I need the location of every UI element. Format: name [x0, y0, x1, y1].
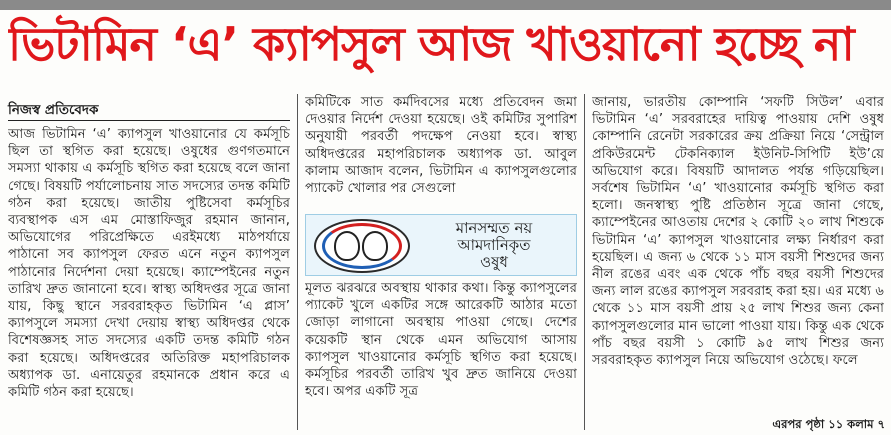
inset-caption	[416, 220, 572, 272]
column-1-text: আজ ভিটামিন ‘এ’ ক্যাপসুল খাওয়ানোর যে কর্মসূচি ছিল তা স্থগিত করা হয়েছে। ওষুধের গুণগতমানে সমস্যা থাকায় এ কর্মসূচি স্থগিত করা হয়েছে বলে জানা গেছে। বিষয়টি পর্যালোচনায় সাত সদস্যের তদন্ত কমিটি গঠন করা হয়েছে। জাতীয় পুষ্টিসেবা কর্মসূচির ব্যবস্থাপক এস এম মোস্তাফিজুর রহমান জানান, অভিযোগের পরিপ্রেক্ষিতে এরইমধ্যে মাঠপর্যায়ে পাঠানো সব ক্যাপসুল ফেরত এনে নতুন ক্যাপসুল পাঠানোর নির্দেশনা দেয়া হয়েছে। ক্যাম্পেইনের নতুন তারিখ দ্রুত জানানো হবে। স্বাস্থ্য অধিদপ্তর সূত্রে জানা যায়, কিছু স্থানে সরবরাহকৃত ভিটামিন ‘এ প্লাস’ ক্যাপসুলে সমস্যা দেখা দেয়ায় স্বাস্থ্য অধিদপ্তর থেকে বিশেষজ্ঞসহ সাত সদস্যের একটি তদন্ত কমিটি গঠন করা হয়েছে। অধিদপ্তরের অতিরিক্ত মহাপরিচালক অধ্যাপক ডা. এনায়েতুর রহমানকে প্রধান করে এ কমিটি গঠন করা হয়েছে।	[8, 127, 290, 401]
column-2-bottom-text: মূলত ঝরঝরে অবস্থায় থাকার কথা। কিন্তু ক্যাপসুলের প্যাকেট খুলে একটির সঙ্গে আরেকটি আঠার মতো জোড়া লাগানো অবস্থায় পাওয়া গেছে। দেশের কয়েকটি স্থান থেকে এমন অভিযোগ আসায় ক্যাপসুল খাওয়ানোর কর্মসূচি স্থগিত করা হয়েছে। কর্মসূচির পরবর্তী তারিখ খুব দ্রুত জানিয়ে দেওয়া হবে। অপর একটি সূত্র	[305, 281, 577, 400]
headline: ভিটামিন ‘এ’ ক্যাপসুল আজ খাওয়ানো হচ্ছে না	[8, 17, 854, 71]
inset-box	[305, 214, 577, 276]
column-divider-1	[297, 94, 298, 430]
continued-on-page: এরপর পৃষ্ঠা ১১ কলাম ৭	[772, 417, 885, 431]
child-face-icon	[362, 231, 388, 261]
article-column-3	[592, 94, 884, 394]
article-column-2-top	[305, 94, 577, 214]
child-face-icon	[334, 231, 360, 261]
top-rule	[0, 0, 891, 10]
column-2-top-text: কমিটিকে সাত কর্মদিবসের মধ্যে প্রতিবেদন জমা দেওয়ার নির্দেশ দেওয়া হয়েছে। ওই কমিটির সুপারিশ অনুযায়ী পরবর্তী পদক্ষেপ নেওয়া হবে। স্বাস্থ্য অধিদপ্তরের মহাপরিচালক অধ্যাপক ডা. আবুল কালাম আজাদ বলেন, ভিটামিন এ ক্যাপসুলগুলোর প্যাকেট খোলার পর সেগুলো	[305, 95, 577, 197]
inset-line-3: ওষুধ	[480, 253, 508, 271]
article-column-2-bottom	[305, 280, 577, 432]
column-3-text: জানায়, ভারতীয় কোম্পানি ‘সফটি সিউল’ এবার ভিটামিন ‘এ’ সরবরাহের দায়িত্ব পাওয়ায় দেশি ওষুধ কোম্পানি রেনেটা সরকারের ক্রয় প্রক্রিয়া নিয়ে ‘সেন্ট্রাল প্রকিউরমেন্ট টেকনিক্যাল ইউনিট-সিপিটি ইউ’য়ে অভিযোগ করে। বিষয়টি আদালত পর্যন্ত গড়িয়েছিল। সর্বশেষ ভিটামিন ‘এ’ খাওয়ানোর কর্মসূচি স্থগিত করা হলো। জনস্বাস্থ্য পুষ্টি প্রতিষ্ঠান সূত্রে জানা গেছে, ক্যাম্পেইনের আওতায় দেশের ২ কোটি ২০ লাখ শিশুকে ভিটামিন ‘এ’ ক্যাপসুল খাওয়ানোর লক্ষ্য নির্ধারণ করা হয়েছিল। এ জন্য ৬ থেকে ১১ মাস বয়সী শিশুদের জন্য নীল রঙের এবং এক থেকে পাঁচ বছর বয়সী শিশুদের জন্য লাল রঙের ক্যাপসুল সরবরাহ করা হয়। এর মধ্যে ৬ থেকে ১১ মাস বয়সী প্রায় ২৫ লাখ শিশুর জন্য কেনা ক্যাপসুলগুলোর মান ভালো পাওয়া যায়। কিন্তু এক থেকে পাঁচ বছর বয়সী ১ কোটি ৯৫ লাখ শিশুর জন্য সরবরাহকৃত ক্যাপসুল নিয়ে অভিযোগ ওঠেছে। ফলে	[592, 95, 884, 369]
column-divider-2	[584, 94, 585, 430]
inset-line-1: মানসম্মত নয়	[455, 219, 533, 237]
article-column-1	[8, 126, 290, 431]
vitamin-a-campaign-logo	[314, 219, 410, 273]
inset-line-2: আমদানিকৃত	[457, 236, 531, 254]
byline: নিজস্ব প্রতিবেদক	[8, 100, 290, 121]
